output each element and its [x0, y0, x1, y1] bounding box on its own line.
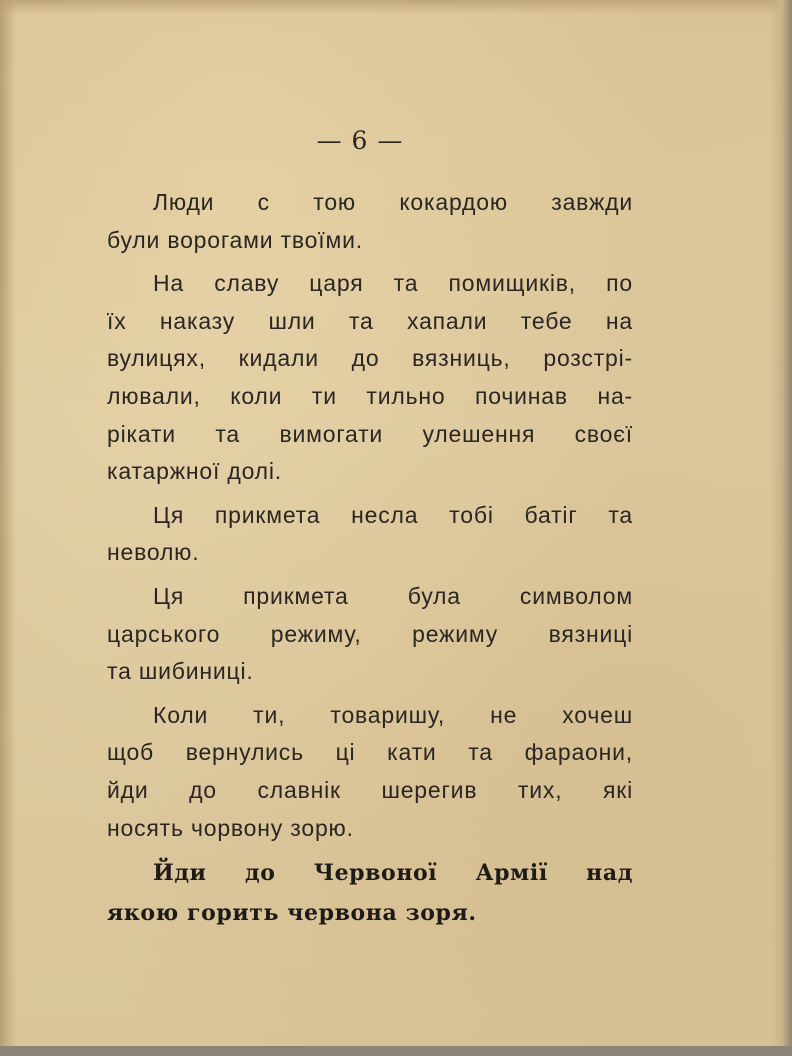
text-line: царського режиму, режиму вязниці — [107, 620, 633, 647]
text-line: йди до славнік шерегив тих, які — [107, 776, 633, 803]
text-line: та шибиниці. — [107, 658, 254, 685]
text-line: Ця прикмета була символом — [153, 582, 633, 609]
text-line: катаржної долі. — [107, 458, 282, 485]
page-edge-top — [0, 0, 792, 14]
page-number: — 6 — — [316, 126, 404, 155]
text-line: рікати та вимогати улешення своєї — [107, 420, 633, 447]
closing-line: якою горить червона зоря. — [107, 900, 477, 927]
text-line: їх наказу шли та хапали тебе на — [107, 307, 633, 334]
text-line: були ворогами твоїми. — [107, 226, 363, 253]
text-line: На славу царя та помищиків, по — [153, 270, 633, 297]
text-line: Ця прикмета несла тобі батіг та — [153, 501, 633, 528]
text-line: Люди с тою кокардою завжди — [153, 189, 633, 215]
body-text — [107, 184, 633, 933]
text-line: вулицях, кидали до вязниць, розстрі- — [107, 345, 633, 372]
text-line: носять чорвону зорю. — [107, 814, 354, 841]
closing-line: Йди до Червоної Армії над — [153, 860, 633, 887]
text-line: неволю. — [107, 539, 200, 566]
text-line: лювали, коли ти тильно починав на- — [107, 382, 633, 409]
text-line: щоб вернулись ці кати та фараони, — [107, 739, 633, 766]
page-edge-left — [0, 0, 16, 1056]
background-strip — [0, 1046, 792, 1056]
page-edge-right — [770, 0, 792, 1056]
text-line: Коли ти, товаришу, не хочеш — [153, 701, 633, 728]
